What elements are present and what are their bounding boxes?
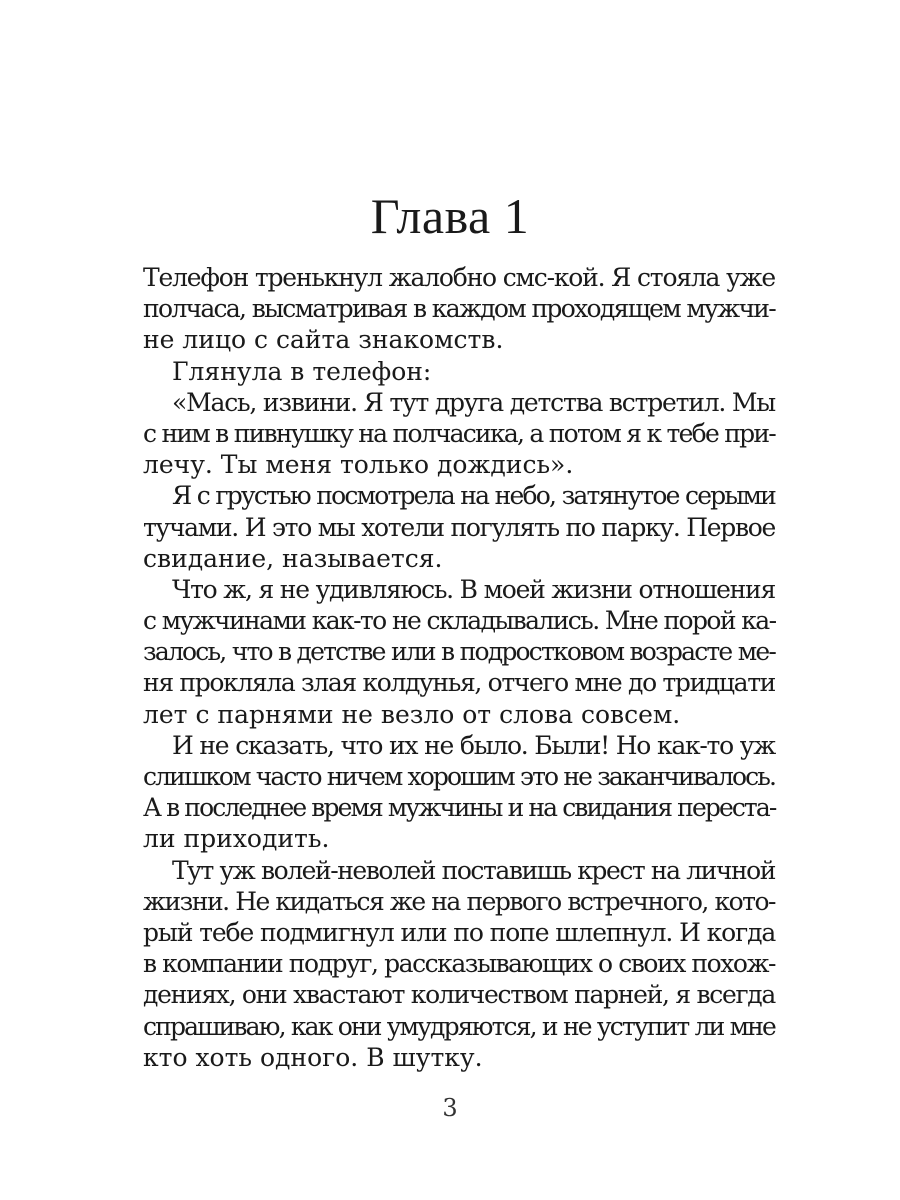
text-line: кто хоть одного. В шутку. (143, 1042, 483, 1072)
text-line: «Мась, извини. Я тут друга детства встретил. Мы (172, 387, 775, 417)
text-line: в компании подруг, рассказывающих о своих похож- (143, 949, 775, 979)
text-line: лет с парнями не везло от слова совсем. (143, 699, 681, 729)
text-line: лечу. Ты меня только дождись». (143, 450, 574, 480)
text-line: И не сказать, что их не было. Были! Но как-то уж (172, 730, 775, 760)
text-line: слишком часто ничем хорошим это не заканчивалось. (143, 762, 775, 791)
page-number: 3 (442, 1094, 458, 1122)
chapter-title: Глава 1 (370, 188, 530, 244)
text-line: Телефон тренькнул жалобно смс-кой. Я стояла уже (143, 263, 775, 292)
text-line: полчаса, высматривая в каждом проходящем мужчи- (143, 294, 775, 324)
text-line: не лицо с сайта знакомств. (143, 325, 504, 355)
text-line: с ним в пивнушку на полчасика, а потом я к тебе при- (143, 418, 775, 448)
text-line: жизни. Не кидаться же на первого встречного, кото- (143, 886, 775, 916)
text-line: ли приходить. (143, 824, 330, 854)
text-line: Глянула в телефон: (172, 356, 432, 386)
text-line: ня прокляла злая колдунья, отчего мне до тридцати (143, 668, 775, 698)
text-line: залось, что в детстве или в подростковом возрасте ме- (143, 637, 775, 667)
text-line: Тут уж волей-неволей поставишь крест на личной (172, 855, 775, 885)
text-line: А в последнее время мужчины и на свидания переста- (143, 793, 776, 823)
text-line: Я с грустью посмотрела на небо, затянутое серыми (172, 481, 775, 511)
text-line: свидание, называется. (143, 543, 443, 573)
text-line: рый тебе подмигнул или по попе шлепнул. И когда (143, 917, 776, 947)
text-line: Что ж, я не удивляюсь. В моей жизни отношения (172, 574, 775, 604)
text-line: дениях, они хвастают количеством парней, я всегда (143, 980, 775, 1010)
text-line: с мужчинами как-то не складывались. Мне порой ка- (143, 606, 776, 636)
text-line: спрашиваю, как они умудряются, и не уступит ли мне (143, 1011, 775, 1041)
text-line: тучами. И это мы хотели погулять по парку. Первое (143, 512, 775, 542)
body-text (143, 262, 775, 1073)
